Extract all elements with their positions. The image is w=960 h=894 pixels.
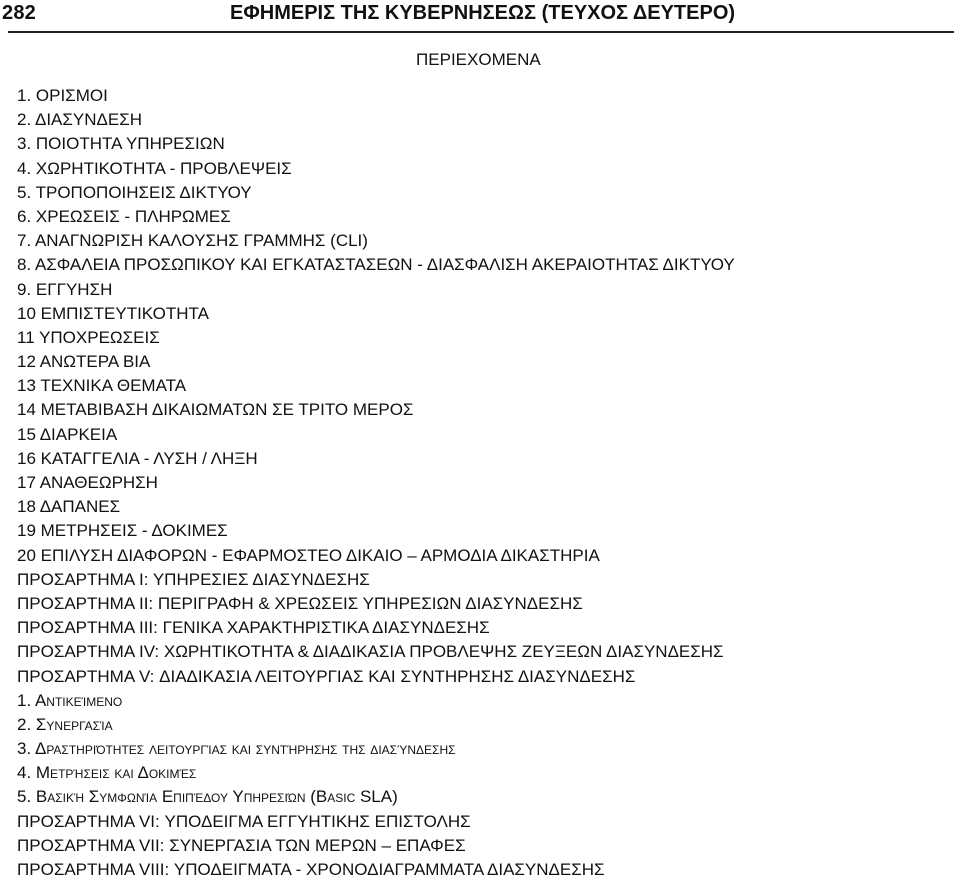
toc-item: 14 ΜΕΤΑΒΙΒΑΣΗ ΔΙΚΑΙΩΜΑΤΩΝ ΣΕ ΤΡΙΤΟ ΜΕΡΟΣ [17,400,414,420]
toc-item: ΠΡΟΣΑΡΤΗΜΑ Ι: ΥΠΗΡΕΣΙΕΣ ΔΙΑΣΥΝΔΕΣΗΣ [17,569,370,589]
toc-item: 20 ΕΠΙΛΥΣΗ ΔΙΑΦΟΡΩΝ - ΕΦΑΡΜΟΣΤΕΟ ΔΙΚΑΙΟ – ΑΡΜΟΔΙΑ ΔΙΚΑΣΤΗΡΙΑ [17,545,600,565]
toc-subitem: 3. Δραστηριότητες λειτουργίας και συντήρησης της διασύνδεσης [17,739,456,759]
toc-item: 16 ΚΑΤΑΓΓΕΛΙΑ - ΛΥΣΗ / ΛΗΞΗ [17,448,258,468]
toc-item: 11 ΥΠΟΧΡΕΩΣΕΙΣ [17,327,160,347]
header-rule [8,31,954,33]
toc-item: ΠΡΟΣΑΡΤΗΜΑ VII: ΣΥΝΕΡΓΑΣΙΑ ΤΩΝ ΜΕΡΩΝ – ΕΠΑΦΕΣ [17,835,466,855]
toc-item: 5. ΤΡΟΠΟΠΟΙΗΣΕΙΣ ΔΙΚΤΥΟΥ [17,182,252,202]
toc-item: 1. ΟΡΙΣΜΟΙ [17,86,108,105]
toc-item: 2. ΔΙΑΣΥΝΔΕΣΗ [17,110,142,130]
toc-item: 8. ΑΣΦΑΛΕΙΑ ΠΡΟΣΩΠΙΚΟΥ ΚΑΙ ΕΓΚΑΤΑΣΤΑΣΕΩΝ - ΔΙΑΣΦΑΛΙΣΗ ΑΚΕΡΑΙΟΤΗΤΑΣ ΔΙΚΤΥΟΥ [17,255,735,275]
toc-item: ΠΡΟΣΑΡΤΗΜΑ V: ΔΙΑΔΙΚΑΣΙΑ ΛΕΙΤΟΥΡΓΙΑΣ ΚΑΙ ΣΥΝΤΗΡΗΣΗΣ ΔΙΑΣΥΝΔΕΣΗΣ [17,666,636,686]
toc-subitem: 5. Βασική Συμφωνία Επιπέδου Υπηρεσιών (Basic SLA) [17,787,398,807]
toc-heading: ΠΕΡΙΕΧΟΜΕΝΑ [416,50,541,69]
toc-item: ΠΡΟΣΑΡΤΗΜΑ VI: ΥΠΟΔΕΙΓΜΑ ΕΓΓΥΗΤΙΚΗΣ ΕΠΙΣΤΟΛΗΣ [17,811,471,831]
toc-item: 3. ΠΟΙΟΤΗΤΑ ΥΠΗΡΕΣΙΩΝ [17,134,225,154]
toc-item: ΠΡΟΣΑΡΤΗΜΑ ΙV: ΧΩΡΗΤΙΚΟΤΗΤΑ & ΔΙΑΔΙΚΑΣΙΑ ΠΡΟΒΛΕΨΗΣ ΖΕΥΞΕΩΝ ΔΙΑΣΥΝΔΕΣΗΣ [17,642,724,662]
toc-item: 13 ΤΕΧΝΙΚΑ ΘΕΜΑΤΑ [17,376,187,396]
toc-item: 10 ΕΜΠΙΣΤΕΥΤΙΚΟΤΗΤΑ [17,303,209,323]
page-number: 282 [2,2,36,24]
toc-item: ΠΡΟΣΑΡΤΗΜΑ VIII: ΥΠΟΔΕΙΓΜΑΤΑ - ΧΡΟΝΟΔΙΑΓΡΑΜΜΑΤΑ ΔΙΑΣΥΝΔΕΣΗΣ [17,860,605,879]
toc-item: 12 ΑΝΩΤΕΡΑ ΒΙΑ [17,352,151,372]
toc-item: ΠΡΟΣΑΡΤΗΜΑ ΙΙΙ: ΓΕΝΙΚΑ ΧΑΡΑΚΤΗΡΙΣΤΙΚΑ ΔΙΑΣΥΝΔΕΣΗΣ [17,618,490,638]
toc-item: 4. ΧΩΡΗΤΙΚΟΤΗΤΑ - ΠΡΟΒΛΕΨΕΙΣ [17,158,292,178]
toc-subitem: 1. Αντικείμενο [17,690,123,710]
toc-item: 6. ΧΡΕΩΣΕΙΣ - ΠΛΗΡΩΜΕΣ [17,206,231,226]
toc-item: 7. ΑΝΑΓΝΩΡΙΣΗ ΚΑΛΟΥΣΗΣ ΓΡΑΜΜΗΣ (CLI) [17,231,368,251]
toc-item: 15 ΔΙΑΡΚΕΙΑ [17,424,118,444]
toc-item: 17 ΑΝΑΘΕΩΡΗΣΗ [17,473,158,492]
toc-subitem: 4. Μετρήσεις και Δοκιμές [17,763,197,783]
toc-subitem: 2. Συνεργασία [17,714,113,734]
toc-item: ΠΡΟΣΑΡΤΗΜΑ ΙΙ: ΠΕΡΙΓΡΑΦΗ & ΧΡΕΩΣΕΙΣ ΥΠΗΡΕΣΙΩΝ ΔΙΑΣΥΝΔΕΣΗΣ [17,593,583,613]
toc-item: 18 ΔΑΠΑΝΕΣ [17,497,121,517]
page-header [0,0,960,30]
toc-item: 19 ΜΕΤΡΗΣΕΙΣ - ΔΟΚΙΜΕΣ [17,521,228,541]
table-of-contents [17,84,947,882]
toc-item: 9. ΕΓΓΥΗΣΗ [17,279,113,299]
gazette-title: ΕΦΗΜΕΡΙΣ ΤΗΣ ΚΥΒΕΡΝΗΣΕΩΣ (ΤΕΥΧΟΣ ΔΕΥΤΕΡΟ) [230,2,736,24]
